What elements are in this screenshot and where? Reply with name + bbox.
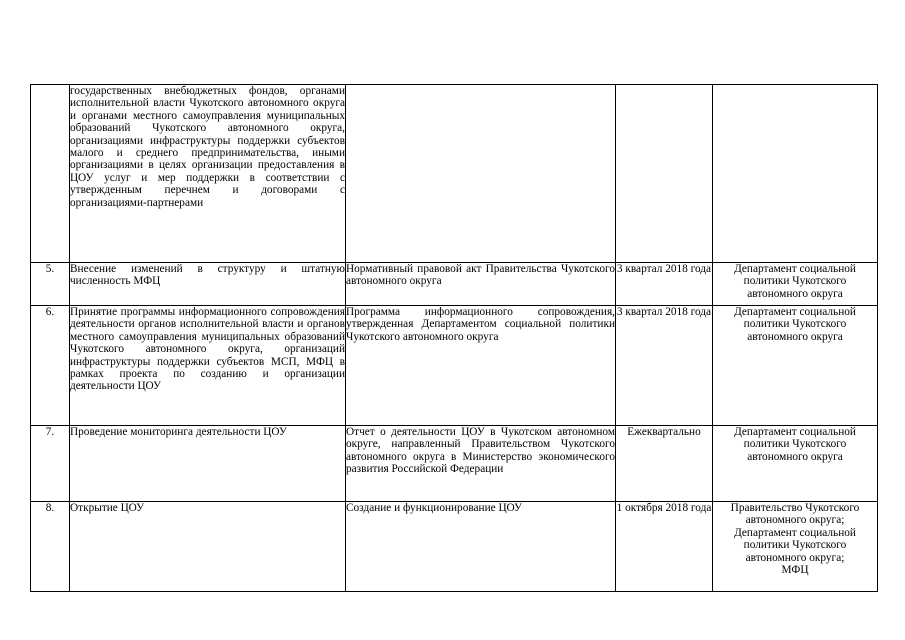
responsible-cell — [713, 263, 878, 306]
responsible-line: Департамент социальной политики Чукотского автономного округа — [734, 306, 856, 343]
deadline-cell: 3 квартал 2018 года — [616, 306, 713, 426]
deadline-cell: 1 октября 2018 года — [616, 502, 713, 592]
responsible-cell — [713, 85, 878, 263]
table-row — [31, 502, 878, 592]
deadline-cell: Ежеквартально — [616, 426, 713, 502]
table-row — [31, 426, 878, 502]
activity-cell: Принятие программы информационного сопровождения деятельности органов исполнительной власти и органов местного самоуправления муниципальных образований Чукотского автономного округа, организаций инфраструктуры поддержки субъектов МСП, МФЦ в рамках проекта по созданию и организации деятельности ЦОУ — [70, 306, 346, 426]
activity-cell: Проведение мониторинга деятельности ЦОУ — [70, 426, 346, 502]
activity-cell: Внесение изменений в структуру и штатную численность МФЦ — [70, 263, 346, 306]
responsible-line: Правительство Чукотского автономного округа; — [730, 502, 860, 527]
responsible-cell — [713, 502, 878, 592]
table-row — [31, 85, 878, 263]
deadline-cell: 3 квартал 2018 года — [616, 263, 713, 306]
responsible-line: МФЦ — [781, 564, 809, 577]
row-number: 5. — [31, 263, 70, 306]
measures-table — [30, 84, 878, 592]
table-row — [31, 263, 878, 306]
responsible-line: Департамент социальной политики Чукотского автономного округа — [734, 426, 856, 463]
result-cell: Создание и функционирование ЦОУ — [346, 502, 616, 592]
row-number: 6. — [31, 306, 70, 426]
responsible-cell — [713, 426, 878, 502]
activity-cell: государственных внебюджетных фондов, органами исполнительной власти Чукотского автономного округа и органами местного самоуправления муниципальных образований Чукотского автономного округа, организациями инфраструктуры поддержки субъектов малого и среднего предпринимательства, иными организациями в целях организации предоставления в ЦОУ услуг и мер поддержки в соответствии с утвержденным перечнем и договорами с организациями-партнерами — [70, 85, 346, 263]
row-number — [31, 85, 70, 263]
result-cell: Отчет о деятельности ЦОУ в Чукотском автономном округе, направленный Правительством Чукотского автономного округа в Министерство экономического развития Российской Федерации — [346, 426, 616, 502]
responsible-cell — [713, 306, 878, 426]
result-cell — [346, 85, 616, 263]
result-cell: Нормативный правовой акт Правительства Чукотского автономного округа — [346, 263, 616, 306]
deadline-cell — [616, 85, 713, 263]
table-row — [31, 306, 878, 426]
activity-cell: Открытие ЦОУ — [70, 502, 346, 592]
responsible-line: Департамент социальной политики Чукотского автономного округа; — [734, 526, 856, 564]
row-number: 7. — [31, 426, 70, 502]
result-cell: Программа информационного сопровождения, утвержденная Департаментом социальной политики Чукотского автономного округа — [346, 306, 616, 426]
row-number: 8. — [31, 502, 70, 592]
responsible-line: Департамент социальной политики Чукотского автономного округа — [734, 263, 856, 300]
